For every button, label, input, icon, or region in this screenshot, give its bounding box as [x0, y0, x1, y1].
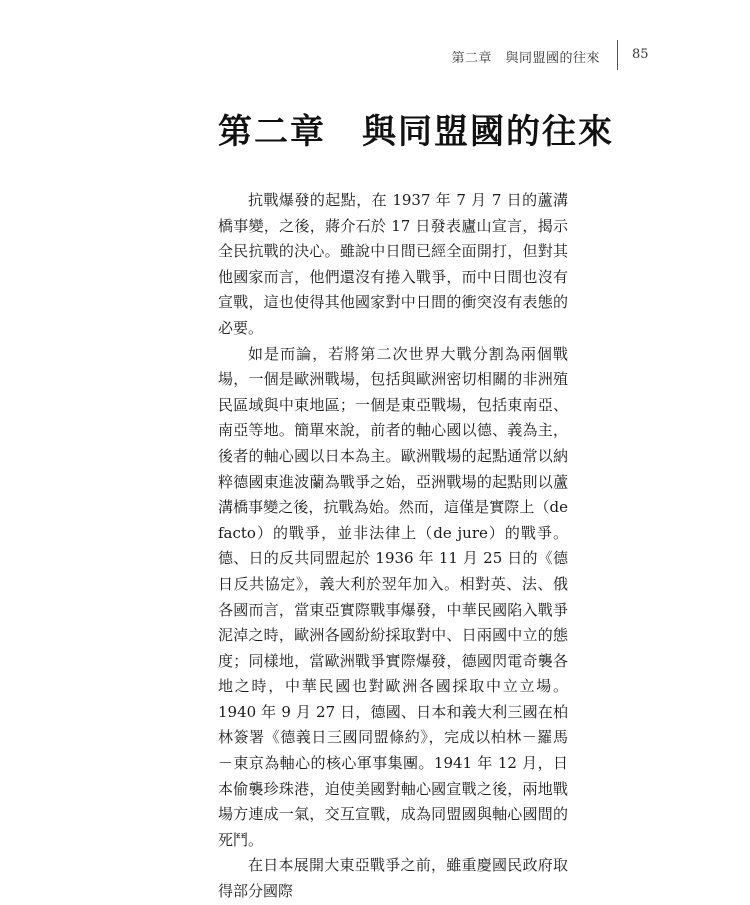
chapter-title: [218, 104, 614, 153]
paragraph-2: 如是而論，若將第二次世界大戰分割為兩個戰場，一個是歐洲戰場，包括與歐洲密切相關的非洲殖民區域與中東地區；一個是東亞戰場，包括東南亞、南亞等地。簡單來說，前者的軸心國以德、義為主，後者的軸心國以日本為主。歐洲戰場的起點通常以納粹德國東進波蘭為戰爭之始，亞洲戰場的起點則以蘆溝橋事變之後，抗戰為始。然而，這僅是實際上（de facto）的戰爭，並非法律上（de jure）的戰爭。德、日的反共同盟起於 1936 年 11 月 25 日的《德日反共協定》，義大利於翌年加入。相對英、法、俄各國而言，當東亞實際戰事爆發，中華民國陷入戰爭泥淖之時，歐洲各國紛紛採取對中、日兩國中立的態度；同樣地，當歐洲戰爭實際爆發，德國閃電奇襲各地之時，中華民國也對歐洲各國採取中立立場。1940 年 9 月 27 日，德國、日本和義大利三國在柏林簽署《德義日三國同盟條約》，完成以柏林－羅馬－東京為軸心的核心軍事集團。1941 年 12 月，日本偷襲珍珠港，迫使美國對軸心國宣戰之後，兩地戰場方連成一氣，交互宣戰，成為同盟國與軸心國間的死鬥。: [218, 344, 568, 849]
chapter-number: 第二章: [218, 112, 326, 152]
body-text: [218, 188, 568, 905]
paragraph-3: 在日本展開大東亞戰爭之前，雖重慶國民政府取得部分國際: [218, 856, 568, 901]
running-head: 第二章 與同盟國的往來: [451, 51, 600, 66]
chapter-name: 與同盟國的往來: [362, 112, 614, 152]
paragraph-1: 抗戰爆發的起點，在 1937 年 7 月 7 日的蘆溝橋事變，之後，蔣介石於 17 日發表廬山宣言，揭示全民抗戰的決心。雖說中日間已經全面開打，但對其他國家而言，他們還沒有捲入戰爭，而中日間也沒有宣戰，這也使得其他國家對中日間的衝突沒有表態的必要。: [218, 191, 568, 337]
page-number: 85: [632, 47, 649, 62]
header-divider: [617, 40, 618, 70]
